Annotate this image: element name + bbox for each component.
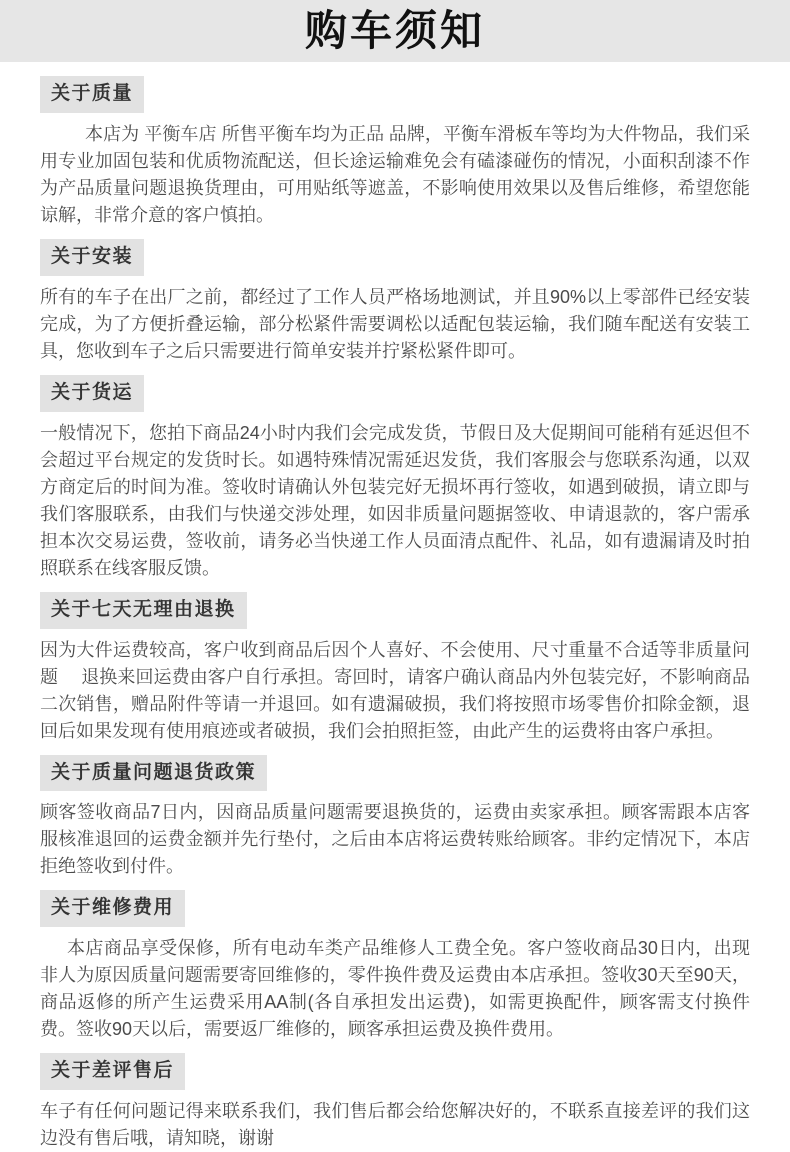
section-repair-fee (40, 890, 750, 1043)
section-quality-return-policy (40, 755, 750, 881)
section-quality (40, 76, 750, 229)
section-title-install: 关于安装 (40, 239, 144, 276)
section-body-quality-return-policy: 顾客签收商品7日内，因商品质量问题需要退换货的，运费由卖家承担。顾客需跟本店客服核准退回的运费金额并先行垫付，之后由本店将运费转账给顾客。非约定情况下，本店拒绝签收到付件。 (40, 802, 750, 877)
store-name-text: 平衡车店 (144, 123, 217, 144)
section-title-quality-return-policy: 关于质量问题退货政策 (40, 755, 267, 792)
section-title-shipping: 关于货运 (40, 375, 144, 412)
genuine-label-text: 正品 (348, 123, 389, 144)
section-title-seven-day-return: 关于七天无理由退换 (40, 592, 247, 629)
section-body-quality (40, 121, 750, 229)
page-title: 购车须知 (304, 7, 485, 54)
body-text-run: 品牌，平衡车滑板车等均为大件物品，我们采用专业加固包装和优质物流配送，但长途运输难免会有磕漆碰伤的情况，小面积刮漆不作为产品质量问题退换货理由，可用贴纸等遮盖，不影响使用效果以及售后维修，希望您能谅解，非常介意的客户慎拍。 (40, 123, 750, 225)
section-title-repair-fee: 关于维修费用 (40, 890, 185, 927)
body-text-run: 所售平衡车均为 (216, 123, 349, 144)
section-seven-day-return (40, 592, 750, 745)
section-body-negative-review: 车子有任何问题记得来联系我们，我们售后都会给您解决好的，不联系直接差评的我们这边没有售后哦，请知晓，谢谢 (40, 1101, 750, 1149)
section-body-shipping: 一般情况下，您拍下商品24小时内我们会完成发货，节假日及大促期间可能稍有延迟但不会超过平台规定的发货时长。如遇特殊情况需延迟发货，我们客服会与您联系沟通，以双方商定后的时间为准。签收时请确认外包装完好无损坏再行签收，如遇到破损，请立即与我们客服联系，由我们与快递交涉处理，如因非质量问题据签收、申请退款的，客户需承担本次交易运费，签收前，请务必当快递工作人员面清点配件、礼品，如有遗漏请及时拍照联系在线客服反馈。 (40, 422, 750, 578)
page-header (0, 0, 790, 62)
section-title-quality: 关于质量 (40, 76, 144, 113)
section-shipping (40, 375, 750, 582)
section-body-repair-fee: 本店商品享受保修，所有电动车类产品维修人工费全免。客户签收商品30日内，出现非人为原因质量问题需要寄回维修的，零件换件费及运费由本店承担。签收30天至90天，商品返修的所产生运费采用AA制(各自承担发出运费)，如需更换配件，顾客需支付换件费。签收90天以后，需要返厂维修的，顾客承担运费及换件费用。 (40, 938, 750, 1040)
section-negative-review (40, 1053, 750, 1152)
section-title-negative-review: 关于差评售后 (40, 1053, 185, 1090)
notice-content (0, 62, 790, 1152)
section-body-seven-day-return: 因为大件运费较高，客户收到商品后因个人喜好、不会使用、尺寸重量不合适等非质量问题 退换来回运费由客户自行承担。寄回时，请客户确认商品内外包装完好，不影响商品二次销售，赠品附件等请一并退回。如有遗漏破损，我们将按照市场零售价扣除金额，退回后如果发现有使用痕迹或者破损，我们会拍照拒签，由此产生的运费将由客户承担。 (40, 639, 750, 741)
section-install (40, 239, 750, 365)
body-text-run: 本店为 (85, 123, 145, 144)
section-body-install: 所有的车子在出厂之前，都经过了工作人员严格场地测试，并且90%以上零部件已经安装完成，为了方便折叠运输，部分松紧件需要调松以适配包装运输，我们随车配送有安装工具，您收到车子之后只需要进行简单安装并拧紧松紧件即可。 (40, 286, 750, 361)
